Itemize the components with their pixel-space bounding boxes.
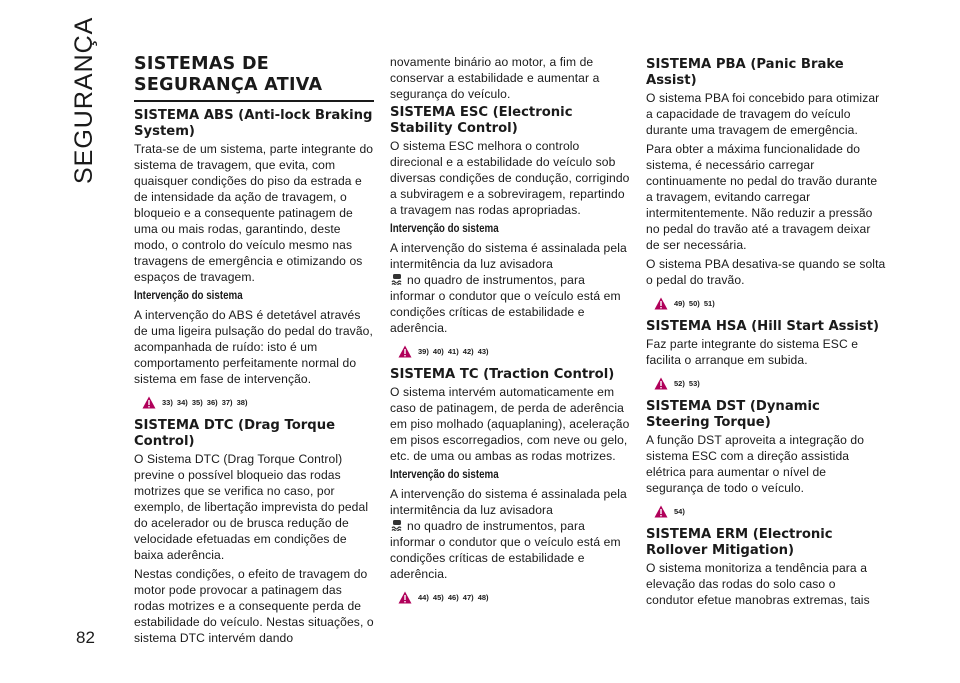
abs-heading: SISTEMA ABS (Anti-lock Braking System)	[134, 108, 373, 139]
tc-sub-heading: Intervenção do sistema	[390, 469, 499, 481]
dtc-body-continued: novamente binário ao motor, a fim de conservar a estabilidade e aumentar a segurança do veículo.	[390, 55, 600, 101]
hsa-warning-refs	[654, 371, 886, 395]
main-title: SISTEMAS DE SEGURANÇA ATIVA	[134, 54, 374, 102]
hsa-body: Faz parte integrante do sistema ESC e facilita o arranque em subida.	[646, 337, 859, 367]
warning-triangle-icon	[654, 377, 668, 390]
tc-warning-refs	[398, 585, 630, 609]
pba-body-3: O sistema PBA desativa-se quando se solta o pedal do travão.	[646, 257, 886, 287]
section-sidebar	[60, 16, 120, 198]
abs-warning-refs	[142, 390, 374, 414]
warning-references: 49) 50) 51)	[674, 298, 715, 308]
dst-heading: SISTEMA DST (Dynamic Steering Torque)	[646, 399, 820, 430]
warning-triangle-icon	[654, 505, 668, 518]
tc-sub-body-b: no quadro de instrumentos, para informar o condutor que o veículo está em condições críticas de estabilidade e aderência.	[390, 519, 621, 581]
tc-heading: SISTEMA TC (Traction Control)	[390, 367, 615, 382]
page-number: 82	[76, 628, 95, 647]
esc-sub-heading: Intervenção do sistema	[390, 223, 499, 235]
abs-sub-heading: Intervenção do sistema	[134, 290, 243, 302]
dtc-body-2: Nestas condições, o efeito de travagem do motor pode provocar a patinagem das rodas motrizes e a consequente perda de estabilidade do veículo. Nestas situações, o sistema DTC intervém dando	[134, 567, 374, 645]
abs-body: Trata-se de um sistema, parte integrante do sistema de travagem, que evita, com quaisquer condições do piso da estrada e de intensidade da ação de travagem, o bloqueio e a consequente patinagem de uma ou mais rodas, garantindo, deste modo, o controlo do veículo mesmo nas travagens de emergência e otimizando os espaços de travagem.	[134, 142, 374, 284]
pba-warning-refs	[654, 291, 886, 315]
pba-heading: SISTEMA PBA (Panic Brake Assist)	[646, 57, 844, 88]
warning-triangle-icon	[398, 345, 412, 358]
abs-sub-body: A intervenção do ABS é detetável através de uma ligeira pulsação do pedal do travão, acompanhada de ruído: isto é um comportamento perfeitamente normal do sistema em fase de intervenção.	[134, 308, 373, 386]
esc-heading: SISTEMA ESC (Electronic Stability Control)	[390, 105, 573, 136]
esc-sub-body-b: no quadro de instrumentos, para informar o condutor que o veículo está em condições críticas de estabilidade e aderência.	[390, 273, 621, 335]
dtc-heading: SISTEMA DTC (Drag Torque Control)	[134, 418, 336, 449]
hsa-heading: SISTEMA HSA (Hill Start Assist)	[646, 319, 880, 334]
column-3	[646, 54, 886, 611]
dst-warning-refs	[654, 499, 886, 523]
erm-heading: SISTEMA ERM (Electronic Rollover Mitigation)	[646, 527, 833, 558]
warning-triangle-icon	[654, 297, 668, 310]
warning-triangle-icon	[142, 396, 156, 409]
esc-warning-refs	[398, 339, 630, 363]
esc-body: O sistema ESC melhora o controlo direcional e a estabilidade do veículo sob diversas condições de condução, corrigindo a subviragem e a sobreviragem, repartindo a travagem nas rodas apropriadas.	[390, 139, 630, 217]
pba-body-1: O sistema PBA foi concebido para otimizar a capacidade de travagem do veículo durante uma travagem de emergência.	[646, 91, 880, 137]
tc-sub-body-a: A intervenção do sistema é assinalada pela intermitência da luz avisadora	[390, 487, 627, 517]
esc-sub-body-a: A intervenção do sistema é assinalada pela intermitência da luz avisadora	[390, 241, 627, 271]
dtc-body-1: O Sistema DTC (Drag Torque Control) previne o possível bloqueio das rodas motrizes que se verifica no caso, por exemplo, de libertação imprevista do pedal do acelerador ou de brusca redução de velocidade efetuadas em condições de baixa aderência.	[134, 452, 369, 562]
column-1	[134, 54, 374, 649]
section-title: SEGURANÇA	[70, 16, 98, 184]
warning-references: 52) 53)	[674, 378, 700, 388]
tc-warning-light-icon	[390, 519, 404, 531]
column-2	[390, 54, 630, 613]
erm-body: O sistema monitoriza a tendência para a elevação das rodas do solo caso o condutor efetue manobras extremas, tais	[646, 561, 870, 607]
dst-body: A função DST aproveita a integração do sistema ESC com a direção assistida elétrica para aumentar o nível de segurança de todo o veículo.	[646, 433, 865, 495]
warning-references: 39) 40) 41) 42) 43)	[418, 346, 489, 356]
tc-body: O sistema intervém automaticamente em caso de patinagem, de perda de aderência em piso molhado (aquaplaning), aceleração em pisos escorregadios, com neve ou gelo, etc. de uma ou ambas as rodas motrizes.	[390, 385, 630, 463]
warning-references: 54)	[674, 506, 685, 516]
warning-triangle-icon	[398, 591, 412, 604]
warning-references: 44) 45) 46) 47) 48)	[418, 592, 489, 602]
esc-warning-light-icon	[390, 273, 404, 285]
pba-body-2: Para obter a máxima funcionalidade do sistema, é necessário carregar continuamente no pedal do travão durante a travagem, evitando carregar intermitentemente. Não reduzir a pressão no pedal do travão até a travagem deixar de ser necessária.	[646, 142, 878, 252]
warning-references: 33) 34) 35) 36) 37) 38)	[162, 397, 248, 407]
esc-sub-body	[390, 240, 630, 336]
tc-sub-body	[390, 486, 630, 582]
